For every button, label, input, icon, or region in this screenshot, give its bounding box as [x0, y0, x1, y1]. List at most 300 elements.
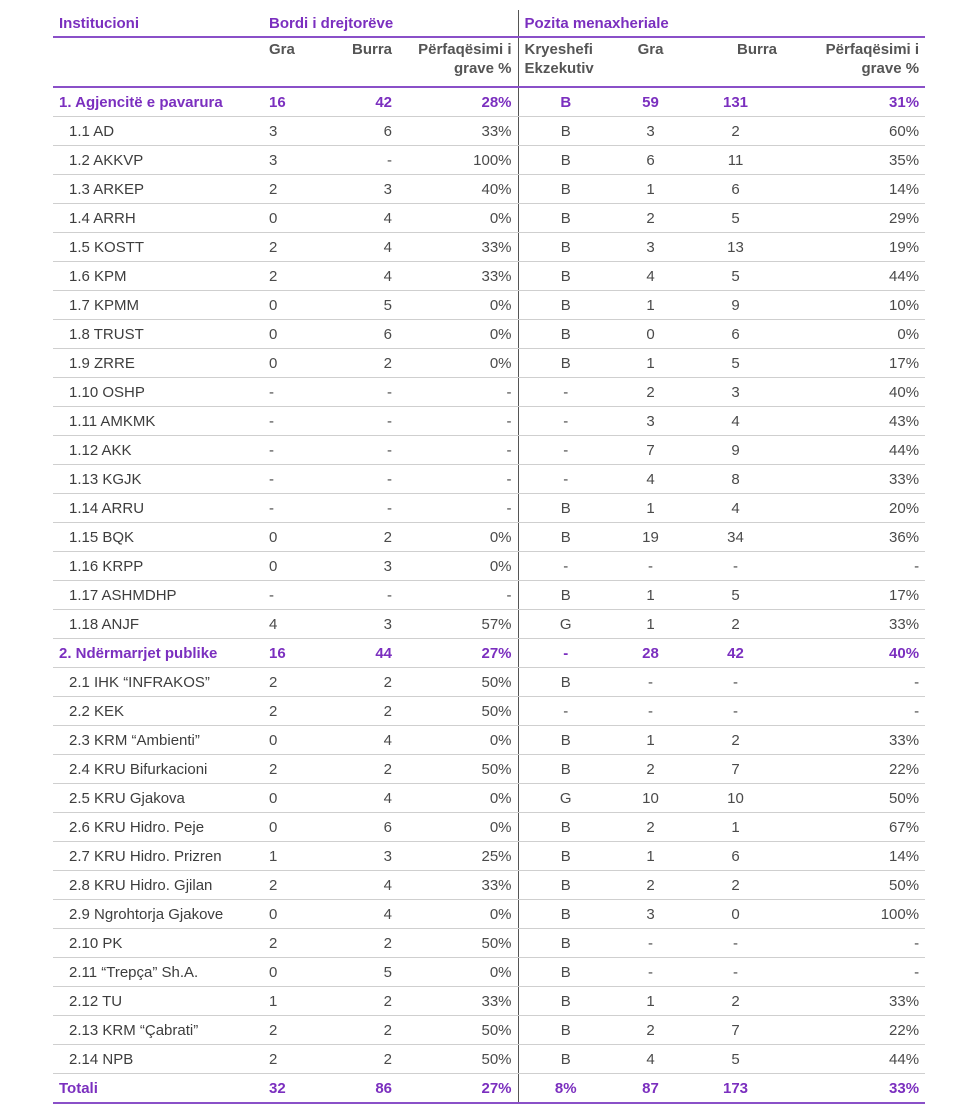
- board-men-cell: 6: [323, 320, 398, 349]
- board-women-cell: 0: [263, 726, 323, 755]
- board-women-cell: 0: [263, 204, 323, 233]
- table-row: [53, 291, 925, 320]
- board-representation-cell: 33%: [398, 871, 518, 900]
- institution-name-cell: 2.4 KRU Bifurkacioni: [53, 755, 263, 784]
- institution-name-cell: 1.7 KPMM: [53, 291, 263, 320]
- institution-name-cell: 1.3 ARKEP: [53, 175, 263, 204]
- mgmt-men-cell: 5: [688, 1045, 783, 1074]
- ceo-gender-cell: B: [518, 349, 613, 378]
- mgmt-men-cell: 0: [688, 900, 783, 929]
- mgmt-men-cell: 5: [688, 204, 783, 233]
- mgmt-men-cell: 7: [688, 755, 783, 784]
- mgmt-men-cell: 13: [688, 233, 783, 262]
- board-representation-cell: -: [398, 378, 518, 407]
- institution-name-cell: 1.5 KOSTT: [53, 233, 263, 262]
- ceo-gender-cell: B: [518, 1016, 613, 1045]
- institution-name-cell: 2.9 Ngrohtorja Gjakove: [53, 900, 263, 929]
- board-representation-cell: 0%: [398, 726, 518, 755]
- board-representation-cell: 0%: [398, 291, 518, 320]
- board-women-cell: -: [263, 581, 323, 610]
- ceo-gender-cell: B: [518, 117, 613, 146]
- mgmt-women-cell: 4: [613, 262, 688, 291]
- table-row: [53, 320, 925, 349]
- table-row: [53, 465, 925, 494]
- mgmt-women-cell: 2: [613, 204, 688, 233]
- institution-name-cell: Totali: [53, 1074, 263, 1104]
- board-women-cell: 0: [263, 813, 323, 842]
- board-representation-cell: -: [398, 581, 518, 610]
- mgmt-men-cell: 5: [688, 581, 783, 610]
- mgmt-men-cell: -: [688, 958, 783, 987]
- ceo-gender-cell: -: [518, 436, 613, 465]
- mgmt-representation-cell: 50%: [783, 871, 925, 900]
- gender-representation-table: [53, 10, 925, 1104]
- ceo-gender-cell: B: [518, 87, 613, 117]
- table-row: [53, 175, 925, 204]
- mgmt-representation-cell: 40%: [783, 639, 925, 668]
- board-representation-cell: 27%: [398, 639, 518, 668]
- table-row: [53, 668, 925, 697]
- mgmt-representation-cell: -: [783, 929, 925, 958]
- section-row: [53, 639, 925, 668]
- institution-name-cell: 1.9 ZRRE: [53, 349, 263, 378]
- board-women-cell: 32: [263, 1074, 323, 1104]
- board-men-cell: 4: [323, 871, 398, 900]
- mgmt-men-cell: 42: [688, 639, 783, 668]
- table-row: [53, 407, 925, 436]
- board-men-cell: 4: [323, 900, 398, 929]
- institution-name-cell: 2.5 KRU Gjakova: [53, 784, 263, 813]
- mgmt-women-cell: 2: [613, 378, 688, 407]
- mgmt-women-cell: 19: [613, 523, 688, 552]
- mgmt-women-cell: 1: [613, 494, 688, 523]
- mgmt-men-cell: 7: [688, 1016, 783, 1045]
- board-women-cell: 2: [263, 262, 323, 291]
- ceo-gender-cell: B: [518, 813, 613, 842]
- mgmt-representation-cell: 44%: [783, 1045, 925, 1074]
- mgmt-women-cell: 10: [613, 784, 688, 813]
- board-women-cell: 2: [263, 175, 323, 204]
- ceo-gender-cell: B: [518, 755, 613, 784]
- board-representation-cell: 0%: [398, 813, 518, 842]
- header-sub-row: [53, 37, 925, 87]
- board-representation-cell: 57%: [398, 610, 518, 639]
- board-representation-cell: 50%: [398, 1016, 518, 1045]
- mgmt-representation-cell: 14%: [783, 842, 925, 871]
- mgmt-men-cell: 6: [688, 842, 783, 871]
- mgmt-representation-cell: 33%: [783, 987, 925, 1016]
- mgmt-representation-cell: 67%: [783, 813, 925, 842]
- mgmt-men-cell: 3: [688, 378, 783, 407]
- board-men-cell: 2: [323, 523, 398, 552]
- board-women-cell: 2: [263, 929, 323, 958]
- board-men-cell: 3: [323, 175, 398, 204]
- board-women-cell: 2: [263, 871, 323, 900]
- ceo-gender-cell: -: [518, 552, 613, 581]
- mgmt-women-cell: 87: [613, 1074, 688, 1104]
- board-men-cell: 4: [323, 204, 398, 233]
- mgmt-representation-cell: 33%: [783, 610, 925, 639]
- board-men-cell: -: [323, 494, 398, 523]
- ceo-gender-cell: B: [518, 204, 613, 233]
- mgmt-group-header: Pozita menaxheriale: [518, 10, 925, 37]
- board-men-cell: 2: [323, 349, 398, 378]
- mgmt-representation-cell: 33%: [783, 465, 925, 494]
- board-representation-cell: 27%: [398, 1074, 518, 1104]
- institution-name-cell: 1.17 ASHMDHP: [53, 581, 263, 610]
- mgmt-women-cell: 4: [613, 1045, 688, 1074]
- mgmt-women-cell: -: [613, 668, 688, 697]
- board-women-cell: 0: [263, 552, 323, 581]
- board-men-cell: 2: [323, 1045, 398, 1074]
- board-representation-cell: 33%: [398, 233, 518, 262]
- board-representation-cell: 50%: [398, 668, 518, 697]
- mgmt-men-cell: 5: [688, 349, 783, 378]
- table-row: [53, 349, 925, 378]
- mgmt-women-cell: 2: [613, 871, 688, 900]
- mgmt-men-cell: 5: [688, 262, 783, 291]
- ceo-gender-cell: B: [518, 958, 613, 987]
- ceo-gender-cell: -: [518, 697, 613, 726]
- board-men-cell: -: [323, 407, 398, 436]
- board-women-cell: -: [263, 465, 323, 494]
- mgmt-men-cell: 6: [688, 320, 783, 349]
- mgmt-representation-cell: 33%: [783, 726, 925, 755]
- board-women-cell: 0: [263, 291, 323, 320]
- mgmt-representation-cell: 43%: [783, 407, 925, 436]
- mgmt-representation-cell: 14%: [783, 175, 925, 204]
- board-men-header: Burra: [323, 37, 398, 87]
- board-men-cell: 2: [323, 929, 398, 958]
- board-women-cell: 2: [263, 1016, 323, 1045]
- mgmt-women-cell: 4: [613, 465, 688, 494]
- board-women-cell: 0: [263, 320, 323, 349]
- institution-name-cell: 2.14 NPB: [53, 1045, 263, 1074]
- board-representation-cell: 0%: [398, 204, 518, 233]
- mgmt-men-cell: 2: [688, 610, 783, 639]
- table-row: [53, 378, 925, 407]
- table-row: [53, 958, 925, 987]
- table-row: [53, 204, 925, 233]
- board-women-cell: 0: [263, 523, 323, 552]
- table-row: [53, 436, 925, 465]
- ceo-gender-cell: B: [518, 987, 613, 1016]
- ceo-gender-cell: 8%: [518, 1074, 613, 1104]
- mgmt-representation-cell: 17%: [783, 581, 925, 610]
- institution-name-cell: 2.6 KRU Hidro. Peje: [53, 813, 263, 842]
- mgmt-men-cell: -: [688, 929, 783, 958]
- mgmt-women-cell: 2: [613, 755, 688, 784]
- mgmt-men-cell: 131: [688, 87, 783, 117]
- board-representation-cell: 50%: [398, 755, 518, 784]
- board-representation-cell: 0%: [398, 958, 518, 987]
- board-men-cell: 2: [323, 1016, 398, 1045]
- board-men-cell: 3: [323, 552, 398, 581]
- mgmt-men-cell: 2: [688, 871, 783, 900]
- board-men-cell: 4: [323, 784, 398, 813]
- mgmt-representation-cell: 29%: [783, 204, 925, 233]
- mgmt-women-cell: 1: [613, 726, 688, 755]
- board-women-cell: 16: [263, 639, 323, 668]
- institution-name-cell: 2.10 PK: [53, 929, 263, 958]
- board-men-cell: 2: [323, 987, 398, 1016]
- institution-name-cell: 2.1 IHK “INFRAKOS”: [53, 668, 263, 697]
- ceo-gender-cell: B: [518, 842, 613, 871]
- board-representation-cell: 100%: [398, 146, 518, 175]
- board-men-cell: 6: [323, 813, 398, 842]
- ceo-gender-cell: B: [518, 494, 613, 523]
- board-representation-cell: 25%: [398, 842, 518, 871]
- institution-name-cell: 2.13 KRM “Çabrati”: [53, 1016, 263, 1045]
- board-representation-cell: 0%: [398, 552, 518, 581]
- institution-name-cell: 2.8 KRU Hidro. Gjilan: [53, 871, 263, 900]
- institution-name-cell: 1.15 BQK: [53, 523, 263, 552]
- table-row: [53, 900, 925, 929]
- board-men-cell: 2: [323, 755, 398, 784]
- mgmt-women-cell: 2: [613, 813, 688, 842]
- table-row: [53, 610, 925, 639]
- ceo-gender-cell: -: [518, 407, 613, 436]
- board-women-cell: -: [263, 407, 323, 436]
- mgmt-men-cell: -: [688, 697, 783, 726]
- board-group-header: Bordi i drejtorëve: [263, 10, 518, 37]
- board-women-cell: 2: [263, 755, 323, 784]
- mgmt-women-cell: -: [613, 552, 688, 581]
- mgmt-women-cell: -: [613, 929, 688, 958]
- table-body: [53, 87, 925, 1103]
- mgmt-women-cell: 28: [613, 639, 688, 668]
- board-representation-cell: 33%: [398, 987, 518, 1016]
- ceo-gender-cell: B: [518, 320, 613, 349]
- ceo-header: Kryeshefi Ekzekutiv: [518, 37, 613, 87]
- mgmt-representation-cell: -: [783, 668, 925, 697]
- board-representation-cell: 50%: [398, 697, 518, 726]
- board-men-cell: 4: [323, 233, 398, 262]
- board-men-cell: 3: [323, 842, 398, 871]
- board-women-cell: 16: [263, 87, 323, 117]
- mgmt-men-cell: 4: [688, 407, 783, 436]
- mgmt-women-cell: 1: [613, 291, 688, 320]
- mgmt-representation-cell: 35%: [783, 146, 925, 175]
- board-representation-cell: -: [398, 465, 518, 494]
- mgmt-representation-cell: 0%: [783, 320, 925, 349]
- board-men-cell: 86: [323, 1074, 398, 1104]
- institution-name-cell: 1.6 KPM: [53, 262, 263, 291]
- ceo-gender-cell: B: [518, 175, 613, 204]
- ceo-gender-cell: B: [518, 871, 613, 900]
- board-men-cell: 3: [323, 610, 398, 639]
- mgmt-women-cell: 7: [613, 436, 688, 465]
- board-women-cell: -: [263, 378, 323, 407]
- mgmt-women-cell: 1: [613, 349, 688, 378]
- board-men-cell: 4: [323, 262, 398, 291]
- ceo-gender-cell: B: [518, 523, 613, 552]
- table-row: [53, 784, 925, 813]
- institution-name-cell: 1. Agjencitë e pavarura: [53, 87, 263, 117]
- ceo-gender-cell: G: [518, 610, 613, 639]
- institution-header: Institucioni: [53, 10, 263, 37]
- mgmt-representation-cell: 44%: [783, 436, 925, 465]
- board-men-cell: 5: [323, 291, 398, 320]
- mgmt-men-cell: 6: [688, 175, 783, 204]
- board-representation-cell: 33%: [398, 117, 518, 146]
- board-men-cell: 42: [323, 87, 398, 117]
- header-group-row: [53, 10, 925, 37]
- ceo-gender-cell: B: [518, 581, 613, 610]
- mgmt-men-cell: 2: [688, 987, 783, 1016]
- mgmt-representation-cell: 20%: [783, 494, 925, 523]
- mgmt-women-cell: -: [613, 958, 688, 987]
- mgmt-representation-cell: 36%: [783, 523, 925, 552]
- mgmt-women-cell: 3: [613, 900, 688, 929]
- mgmt-men-cell: -: [688, 668, 783, 697]
- board-men-cell: -: [323, 436, 398, 465]
- board-men-cell: -: [323, 581, 398, 610]
- mgmt-representation-cell: 19%: [783, 233, 925, 262]
- board-women-cell: 4: [263, 610, 323, 639]
- mgmt-men-cell: 1: [688, 813, 783, 842]
- board-women-cell: 2: [263, 233, 323, 262]
- table-row: [53, 494, 925, 523]
- institution-name-cell: 2.3 KRM “Ambienti”: [53, 726, 263, 755]
- board-men-cell: 5: [323, 958, 398, 987]
- board-representation-header: Përfaqësimi i grave %: [398, 37, 518, 87]
- board-women-cell: -: [263, 494, 323, 523]
- institution-name-cell: 1.14 ARRU: [53, 494, 263, 523]
- board-men-cell: -: [323, 146, 398, 175]
- ceo-gender-cell: B: [518, 900, 613, 929]
- table-row: [53, 842, 925, 871]
- board-men-cell: 4: [323, 726, 398, 755]
- mgmt-representation-cell: 22%: [783, 755, 925, 784]
- mgmt-men-cell: 9: [688, 291, 783, 320]
- mgmt-men-cell: 11: [688, 146, 783, 175]
- ceo-gender-cell: B: [518, 929, 613, 958]
- ceo-gender-cell: B: [518, 1045, 613, 1074]
- mgmt-women-cell: 3: [613, 117, 688, 146]
- ceo-gender-cell: B: [518, 668, 613, 697]
- mgmt-men-header: Burra: [688, 37, 783, 87]
- board-women-cell: 0: [263, 900, 323, 929]
- institution-name-cell: 2.2 KEK: [53, 697, 263, 726]
- mgmt-women-cell: 1: [613, 842, 688, 871]
- table-row: [53, 1016, 925, 1045]
- table-row: [53, 552, 925, 581]
- institution-name-cell: 1.12 AKK: [53, 436, 263, 465]
- mgmt-representation-cell: 100%: [783, 900, 925, 929]
- mgmt-women-cell: 59: [613, 87, 688, 117]
- table-row: [53, 581, 925, 610]
- institution-name-cell: 1.10 OSHP: [53, 378, 263, 407]
- board-men-cell: 2: [323, 668, 398, 697]
- institution-name-cell: 1.2 AKKVP: [53, 146, 263, 175]
- total-row: [53, 1074, 925, 1104]
- board-women-cell: 2: [263, 668, 323, 697]
- board-representation-cell: -: [398, 436, 518, 465]
- board-women-cell: 2: [263, 697, 323, 726]
- board-men-cell: 44: [323, 639, 398, 668]
- mgmt-women-cell: 6: [613, 146, 688, 175]
- board-women-cell: 3: [263, 146, 323, 175]
- board-representation-cell: 28%: [398, 87, 518, 117]
- mgmt-men-cell: 2: [688, 726, 783, 755]
- institution-name-cell: 1.13 KGJK: [53, 465, 263, 494]
- mgmt-representation-cell: -: [783, 552, 925, 581]
- mgmt-women-cell: -: [613, 697, 688, 726]
- board-women-cell: 1: [263, 987, 323, 1016]
- table-row: [53, 871, 925, 900]
- institution-name-cell: 1.16 KRPP: [53, 552, 263, 581]
- mgmt-representation-cell: -: [783, 697, 925, 726]
- institution-name-cell: 1.18 ANJF: [53, 610, 263, 639]
- table-row: [53, 523, 925, 552]
- board-representation-cell: -: [398, 407, 518, 436]
- mgmt-women-cell: 1: [613, 987, 688, 1016]
- board-representation-cell: 0%: [398, 523, 518, 552]
- table-row: [53, 813, 925, 842]
- ceo-gender-cell: -: [518, 465, 613, 494]
- mgmt-women-cell: 1: [613, 175, 688, 204]
- mgmt-women-header: Gra: [613, 37, 688, 87]
- mgmt-representation-cell: 22%: [783, 1016, 925, 1045]
- institution-name-cell: 1.4 ARRH: [53, 204, 263, 233]
- mgmt-men-cell: 4: [688, 494, 783, 523]
- board-representation-cell: 0%: [398, 349, 518, 378]
- ceo-gender-cell: B: [518, 146, 613, 175]
- ceo-gender-cell: B: [518, 291, 613, 320]
- mgmt-men-cell: 10: [688, 784, 783, 813]
- table-row: [53, 726, 925, 755]
- mgmt-women-cell: 3: [613, 233, 688, 262]
- board-representation-cell: 50%: [398, 1045, 518, 1074]
- mgmt-women-cell: 3: [613, 407, 688, 436]
- institution-name-cell: 2.7 KRU Hidro. Prizren: [53, 842, 263, 871]
- table-row: [53, 117, 925, 146]
- board-representation-cell: 33%: [398, 262, 518, 291]
- board-representation-cell: -: [398, 494, 518, 523]
- table-row: [53, 929, 925, 958]
- institution-name-cell: 1.11 AMKMK: [53, 407, 263, 436]
- board-women-cell: 3: [263, 117, 323, 146]
- ceo-gender-cell: -: [518, 639, 613, 668]
- institution-name-cell: 1.1 AD: [53, 117, 263, 146]
- board-men-cell: -: [323, 465, 398, 494]
- mgmt-representation-cell: 44%: [783, 262, 925, 291]
- empty-header-cell: [53, 37, 263, 87]
- table-row: [53, 146, 925, 175]
- board-women-cell: 0: [263, 349, 323, 378]
- board-representation-cell: 40%: [398, 175, 518, 204]
- mgmt-women-cell: 1: [613, 581, 688, 610]
- mgmt-representation-cell: 17%: [783, 349, 925, 378]
- mgmt-men-cell: 9: [688, 436, 783, 465]
- mgmt-men-cell: 34: [688, 523, 783, 552]
- table-row: [53, 697, 925, 726]
- mgmt-women-cell: 0: [613, 320, 688, 349]
- ceo-gender-cell: B: [518, 262, 613, 291]
- institution-name-cell: 2.11 “Trepça” Sh.A.: [53, 958, 263, 987]
- institution-name-cell: 2.12 TU: [53, 987, 263, 1016]
- board-women-header: Gra: [263, 37, 323, 87]
- mgmt-representation-cell: 10%: [783, 291, 925, 320]
- mgmt-men-cell: 2: [688, 117, 783, 146]
- mgmt-representation-cell: 50%: [783, 784, 925, 813]
- board-men-cell: 2: [323, 697, 398, 726]
- board-women-cell: -: [263, 436, 323, 465]
- mgmt-men-cell: -: [688, 552, 783, 581]
- board-representation-cell: 50%: [398, 929, 518, 958]
- mgmt-representation-cell: 31%: [783, 87, 925, 117]
